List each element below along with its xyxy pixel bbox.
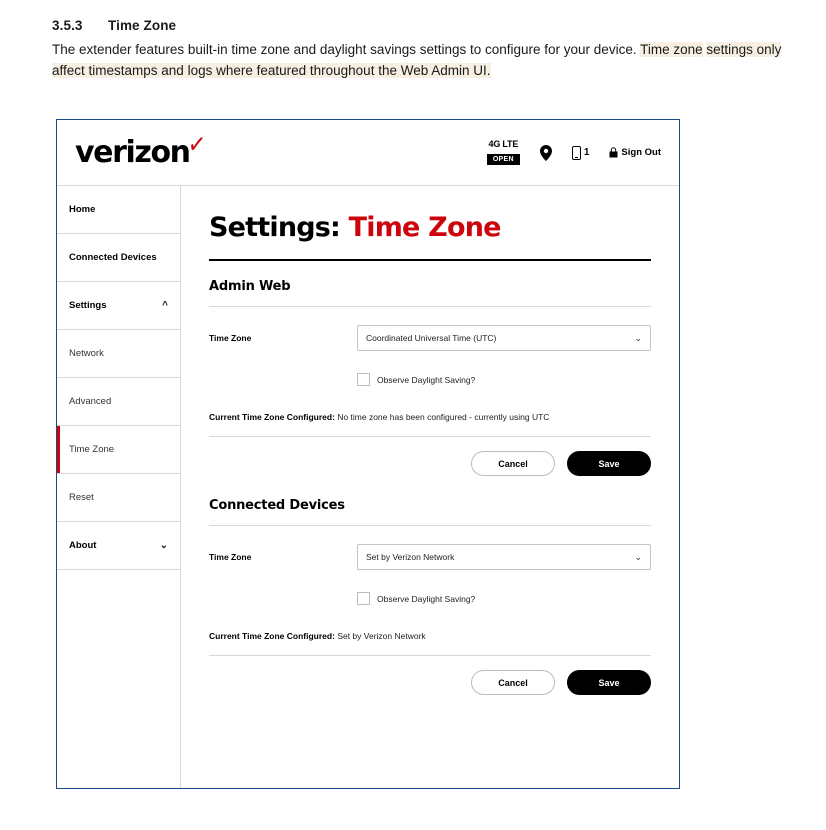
connected-devices-timezone-select[interactable] — [357, 544, 651, 570]
connected-devices-button-divider — [209, 655, 651, 656]
admin-web-button-divider — [209, 436, 651, 437]
paragraph-highlight-first: Time zone — [640, 42, 703, 57]
section-divider — [209, 525, 651, 526]
sidebar-item-time-zone[interactable] — [57, 426, 180, 474]
chevron-down-icon: ⌄ — [634, 551, 642, 562]
sidebar-item-label: Connected Devices — [69, 252, 157, 263]
location-pin-icon[interactable] — [540, 145, 552, 161]
logo-text: verizon — [75, 135, 190, 170]
sidebar-item-about[interactable] — [57, 522, 180, 570]
sidebar-item-settings[interactable] — [57, 282, 180, 330]
admin-web-current-value: No time zone has been configured - currently using UTC — [337, 412, 550, 422]
sidebar-item-connected-devices[interactable] — [57, 234, 180, 282]
admin-web-timezone-label: Time Zone — [209, 333, 252, 343]
sign-out-button[interactable] — [609, 147, 661, 158]
admin-web-timezone-select[interactable] — [357, 325, 651, 351]
paragraph-plain-text: The extender features built-in time zone and daylight savings settings to configure for your device. — [52, 42, 637, 57]
connected-devices-count: 1 — [583, 147, 590, 158]
chevron-up-icon: ^ — [162, 299, 168, 311]
sidebar-item-advanced[interactable] — [57, 378, 180, 426]
device-icon — [572, 146, 581, 160]
router-admin-ui-screenshot — [56, 119, 680, 789]
sidebar-item-label: Reset — [69, 492, 94, 503]
admin-web-dst-checkbox[interactable] — [357, 373, 370, 386]
section-heading-number: 3.5.3 — [52, 18, 83, 33]
section-title-connected-devices: Connected Devices — [209, 498, 345, 513]
connected-devices-timezone-value: Set by Verizon Network — [366, 552, 455, 562]
admin-web-save-button[interactable]: Save — [567, 451, 651, 476]
header-status-group — [487, 140, 661, 165]
embedded-screenshot-wrapper — [0, 81, 826, 789]
admin-web-timezone-value: Coordinated Universal Time (UTC) — [366, 333, 497, 343]
lock-icon — [609, 147, 618, 158]
admin-web-cancel-button[interactable]: Cancel — [471, 451, 555, 476]
admin-web-current-label: Current Time Zone Configured: — [209, 412, 335, 422]
connected-devices-button-row — [209, 670, 651, 695]
title-divider — [209, 259, 651, 261]
admin-web-button-row — [209, 451, 651, 476]
sidebar-item-network[interactable] — [57, 330, 180, 378]
network-status — [487, 140, 520, 165]
connected-devices-timezone-row — [209, 544, 651, 570]
admin-web-timezone-row — [209, 325, 651, 351]
page-title — [209, 212, 651, 243]
section-heading-title: Time Zone — [108, 18, 177, 33]
app-header — [57, 120, 679, 186]
page-title-accent: Time Zone — [348, 212, 501, 243]
document-text-block — [0, 0, 826, 81]
sidebar-item-label: About — [69, 540, 97, 551]
connected-devices-current-timezone — [209, 631, 651, 641]
connected-devices-current-label: Current Time Zone Configured: — [209, 631, 335, 641]
admin-web-dst-label: Observe Daylight Saving? — [377, 374, 476, 385]
connected-devices-save-button[interactable]: Save — [567, 670, 651, 695]
chevron-down-icon: ⌄ — [634, 332, 642, 343]
sidebar-item-label: Network — [69, 348, 104, 359]
verizon-logo — [75, 128, 210, 170]
section-title-admin-web: Admin Web — [209, 279, 291, 294]
main-content — [181, 186, 679, 788]
page-title-prefix: Settings: — [209, 212, 341, 243]
network-state-badge: OPEN — [487, 154, 520, 165]
connected-devices-cancel-button[interactable]: Cancel — [471, 670, 555, 695]
app-body — [57, 186, 679, 788]
connected-devices-dst-label: Observe Daylight Saving? — [377, 593, 476, 604]
paragraph-highlight-second: settings only affect timestamps and logs where featured throughout the Web Admin UI. — [52, 42, 782, 78]
network-type-label: 4G LTE — [488, 139, 519, 149]
connected-devices-indicator[interactable] — [572, 146, 590, 160]
section-divider — [209, 306, 651, 307]
sidebar-nav — [57, 186, 181, 788]
sign-out-label: Sign Out — [621, 147, 661, 158]
connected-devices-timezone-label: Time Zone — [209, 552, 252, 562]
section-paragraph — [52, 39, 782, 81]
sidebar-item-label: Advanced — [69, 396, 112, 407]
sidebar-item-home[interactable] — [57, 186, 180, 234]
sidebar-item-reset[interactable] — [57, 474, 180, 522]
chevron-down-icon: ⌄ — [159, 539, 168, 551]
connected-devices-current-value: Set by Verizon Network — [337, 631, 426, 641]
connected-devices-dst-checkbox[interactable] — [357, 592, 370, 605]
check-icon: ✓ — [186, 128, 206, 162]
sidebar-item-label: Settings — [69, 300, 107, 311]
section-heading — [52, 18, 782, 33]
sidebar-item-label: Time Zone — [69, 444, 115, 455]
connected-devices-dst-row — [209, 592, 651, 605]
admin-web-current-timezone — [209, 412, 651, 422]
sidebar-item-label: Home — [69, 204, 96, 215]
admin-web-dst-row — [209, 373, 651, 386]
